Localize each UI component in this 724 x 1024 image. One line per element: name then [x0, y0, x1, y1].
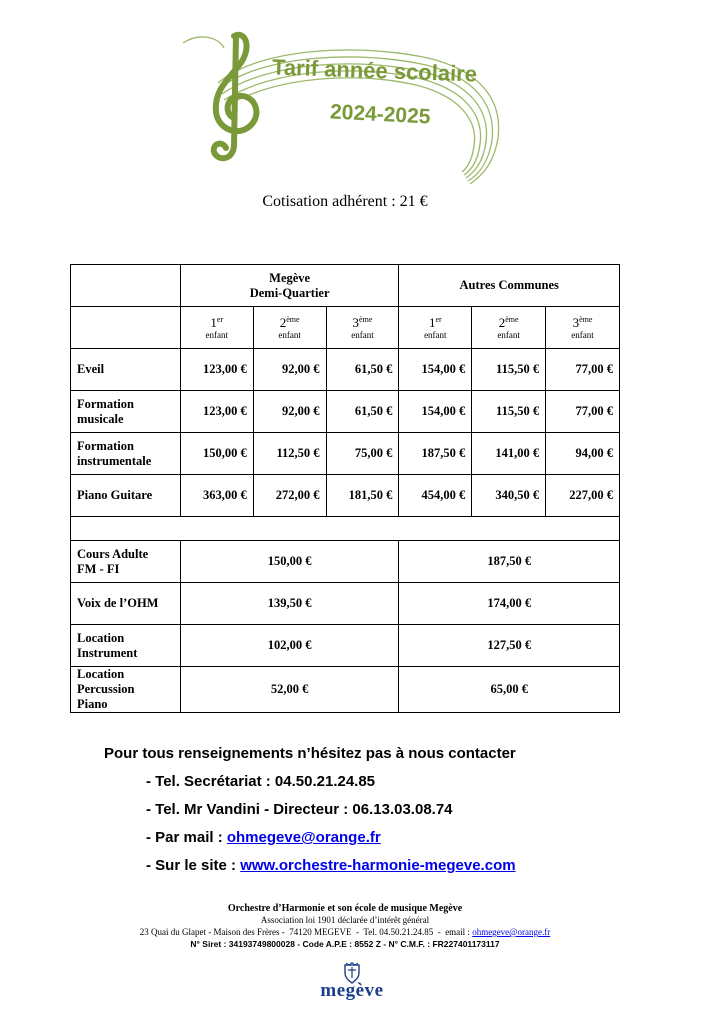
price-cell: 115,50 €: [472, 349, 546, 391]
price-cell-megeve: 150,00 €: [180, 541, 399, 583]
group-megeve-line2: Demi-Quartier: [249, 285, 330, 300]
price-cell: 187,50 €: [399, 433, 472, 475]
title-line1: Tarif année scolaire: [271, 54, 478, 87]
sub-sup: ème: [286, 315, 300, 324]
price-cell: 92,00 €: [253, 391, 326, 433]
sub-num: 1: [428, 315, 436, 330]
sub-word: enfant: [278, 330, 301, 340]
cotisation-text: Cotisation adhérent : 21 €: [262, 193, 428, 210]
price-cell: 227,00 €: [546, 475, 620, 517]
row-label-line: FM - FI: [77, 561, 120, 576]
mail-link[interactable]: ohmegeve@orange.fr: [226, 829, 381, 846]
title-line2: 2024-2025: [329, 100, 431, 129]
table-subheader-row: [71, 307, 620, 349]
footer-address-text: 23 Quai du Glapet - Maison des Frères - 74120 MEGEVE - Tel. 04.50.21.24.85 - email :: [139, 927, 473, 937]
table-header-row: [71, 265, 620, 307]
row-label: [71, 625, 181, 667]
sub-sup: er: [435, 315, 442, 324]
price-cell-autres: 187,50 €: [399, 541, 620, 583]
price-cell-autres: 127,50 €: [399, 625, 620, 667]
sub-word: enfant: [424, 330, 447, 340]
row-label-line: Percussion: [77, 682, 135, 696]
price-cell-megeve: 102,00 €: [180, 625, 399, 667]
contact-tel-secretariat: - Tel. Secrétariat : 04.50.21.24.85: [146, 773, 376, 790]
table-row: [71, 433, 620, 475]
row-label-line: Instrument: [77, 645, 138, 660]
contact-tel-director: - Tel. Mr Vandini - Directeur : 06.13.03.08.74: [146, 801, 453, 818]
megeve-logo: megève: [320, 980, 384, 1001]
row-label: [71, 583, 181, 625]
price-cell: 141,00 €: [472, 433, 546, 475]
row-label: [71, 349, 181, 391]
subheader-cell: [180, 307, 253, 349]
table-row: [71, 583, 620, 625]
sub-sup: ème: [505, 315, 519, 324]
site-prefix: - Sur le site :: [146, 857, 241, 874]
sub-num: 3: [572, 315, 580, 330]
contact-block: [104, 740, 516, 880]
price-cell: 77,00 €: [546, 349, 620, 391]
subheader-cell: [472, 307, 546, 349]
row-label-line: Formation: [77, 438, 134, 453]
price-cell: 272,00 €: [253, 475, 326, 517]
row-label: [71, 541, 181, 583]
row-label-line: Piano Guitare: [77, 488, 153, 502]
sub-word: enfant: [205, 330, 229, 340]
sub-sup: er: [216, 315, 224, 324]
sub-num: 3: [352, 315, 360, 330]
site-link[interactable]: www.orchestre-harmonie-megeve.com: [240, 857, 516, 874]
price-cell: 181,50 €: [326, 475, 399, 517]
price-cell: 340,50 €: [472, 475, 546, 517]
price-cell: 112,50 €: [253, 433, 326, 475]
price-cell: 363,00 €: [180, 475, 253, 517]
row-label-line: Voix de l’OHM: [77, 596, 159, 610]
contact-mail-line: [146, 824, 516, 852]
row-label: [71, 667, 181, 713]
row-label: [71, 475, 181, 517]
price-cell-autres: 65,00 €: [399, 667, 620, 713]
sub-sup: ème: [579, 315, 593, 324]
footer-association: Association loi 1901 déclarée d’intérêt général: [260, 915, 430, 925]
sub-word: enfant: [497, 330, 520, 340]
sub-num: 2: [498, 315, 506, 330]
row-label-line: Location: [77, 630, 125, 645]
price-cell: 94,00 €: [546, 433, 620, 475]
price-cell: 115,50 €: [472, 391, 546, 433]
corner-cell-2: [71, 307, 181, 349]
footer-address: [0, 927, 690, 937]
sub-num: 2: [279, 315, 287, 330]
row-label-line: Formation: [77, 396, 134, 411]
price-cell: 77,00 €: [546, 391, 620, 433]
subheader-cell: [326, 307, 399, 349]
price-cell: 150,00 €: [180, 433, 253, 475]
table-row: [71, 391, 620, 433]
price-cell-autres: 174,00 €: [399, 583, 620, 625]
row-label-line: Cours Adulte: [77, 546, 149, 561]
table-row: [71, 475, 620, 517]
sub-word: enfant: [571, 330, 594, 340]
contact-heading: Pour tous renseignements n’hésitez pas à nous contacter: [104, 745, 516, 762]
row-label: [71, 391, 181, 433]
row-label-line: Location: [77, 667, 125, 681]
row-label-line: musicale: [77, 411, 124, 426]
group-megeve-line1: Megève: [269, 270, 311, 285]
group-megeve-header: [180, 265, 399, 307]
tarif-table: [70, 264, 620, 713]
row-label-line: instrumentale: [77, 453, 152, 468]
group-autres-header: Autres Communes: [399, 265, 620, 307]
table-row: [71, 349, 620, 391]
spacer-cell: [71, 517, 620, 541]
sub-word: enfant: [351, 330, 374, 340]
footer-email-link[interactable]: ohmegeve@orange.fr: [472, 927, 551, 937]
table-row: [71, 625, 620, 667]
price-cell: 61,50 €: [326, 391, 399, 433]
footer-org-name: Orchestre d’Harmonie et son école de musique Megève: [227, 903, 463, 914]
sub-num: 1: [210, 315, 217, 330]
price-cell: 92,00 €: [253, 349, 326, 391]
price-cell: 123,00 €: [180, 391, 253, 433]
price-cell: 154,00 €: [399, 391, 472, 433]
row-label-line: Eveil: [77, 362, 105, 376]
mail-prefix: - Par mail :: [146, 829, 227, 846]
spacer-row: [71, 517, 620, 541]
sub-sup: ème: [359, 315, 373, 324]
price-cell: 75,00 €: [326, 433, 399, 475]
subheader-cell: [399, 307, 472, 349]
row-label: [71, 433, 181, 475]
price-cell-megeve: 52,00 €: [180, 667, 399, 713]
contact-site-line: [146, 852, 516, 880]
corner-cell: [71, 265, 181, 307]
row-label-line: Piano: [77, 697, 108, 711]
footer-siret: N° Siret : 34193749800028 - Code A.P.E : 8552 Z - N° C.M.F. : FR227401173117: [190, 939, 500, 949]
table-row: [71, 541, 620, 583]
table-row: [71, 667, 620, 713]
price-cell-megeve: 139,50 €: [180, 583, 399, 625]
price-cell: 123,00 €: [180, 349, 253, 391]
subheader-cell: [253, 307, 326, 349]
subheader-cell: [546, 307, 620, 349]
price-cell: 154,00 €: [399, 349, 472, 391]
price-cell: 454,00 €: [399, 475, 472, 517]
price-cell: 61,50 €: [326, 349, 399, 391]
